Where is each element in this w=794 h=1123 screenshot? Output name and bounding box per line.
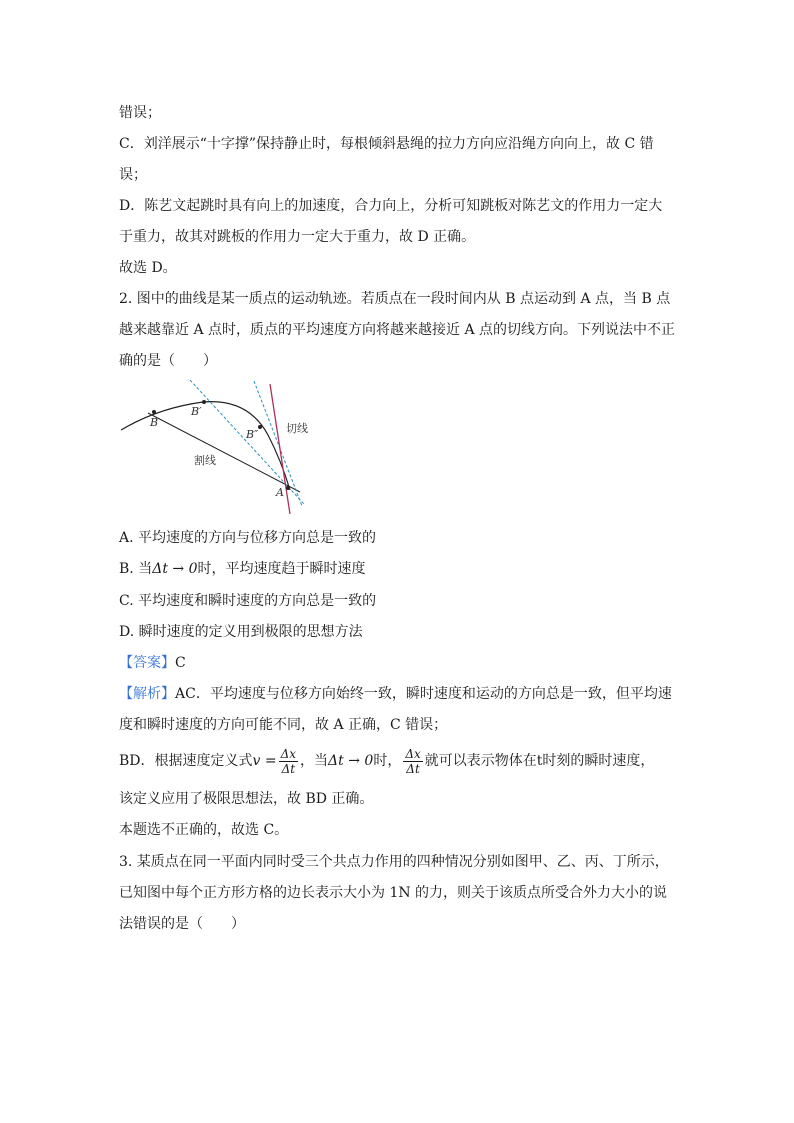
point-a xyxy=(286,486,290,490)
point-b xyxy=(152,410,156,414)
analysis-post: 就可以表示物体在t时刻的瞬时速度， xyxy=(424,753,655,769)
label-b-prime: B′ xyxy=(191,405,202,418)
analysis-mid2: 时， xyxy=(373,753,402,769)
question-2-stem: 确的是（ ） xyxy=(119,353,217,369)
text-line: 故选 D。 xyxy=(119,260,177,276)
fraction-numerator: Δx xyxy=(280,746,297,761)
question-2-stem: 越来越靠近 A 点时，质点的平均速度方向将越来越接近 A 点的切线方向。下列说法中不正 xyxy=(119,322,676,338)
text-line: C．刘洋展示“十字撑”保持静止时，每根倾斜悬绳的拉力方向应沿绳方向向上，故 C 错 xyxy=(119,136,654,152)
question-3-stem: 已知图中每个正方形方格的边长表示大小为 1N 的力，则关于该质点所受合外力大小的说 xyxy=(119,885,668,901)
analysis-text: AC．平均速度与位移方向始终一致，瞬时速度和运动的方向总是一致，但平均速 xyxy=(175,686,672,702)
ratio-fraction xyxy=(403,747,422,776)
analysis-line-1 xyxy=(119,684,672,704)
dashed-line-b1 xyxy=(190,380,304,504)
option-b-prefix: B. 当 xyxy=(119,561,153,577)
trajectory-curve xyxy=(121,402,290,490)
analysis-mid: ，当 xyxy=(300,753,329,769)
velocity-fraction xyxy=(279,747,298,776)
label-b-double-prime: B″ xyxy=(246,428,259,441)
fraction-numerator: Δx xyxy=(405,746,421,761)
secant-line xyxy=(148,413,300,492)
option-b xyxy=(119,559,365,579)
label-a: A xyxy=(276,486,284,499)
velocity-symbol: v = xyxy=(252,753,277,769)
trajectory-diagram xyxy=(118,380,318,515)
analysis-line-3 xyxy=(119,743,654,779)
question-2-stem: 2. 图中的曲线是某一质点的运动轨迹。若质点在一段时间内从 B 点运动到 A 点，当 B 点 xyxy=(119,291,671,307)
analysis-line-2: 度和瞬时速度的方向可能不同，故 A 正确，C 错误； xyxy=(119,717,448,733)
fraction-denominator: Δt xyxy=(406,761,420,776)
answer-line xyxy=(119,653,186,673)
option-b-suffix: 时，平均速度趋于瞬时速度 xyxy=(197,561,366,577)
analysis-line-4: 该定义应用了极限思想法，故 BD 正确。 xyxy=(119,791,374,807)
question-3-stem: 法错误的是（ ） xyxy=(119,916,245,932)
answer-value: C xyxy=(175,655,186,671)
point-b-prime xyxy=(202,400,206,404)
label-tangent: 切线 xyxy=(286,422,308,435)
point-b-double-prime xyxy=(258,425,262,429)
label-secant: 割线 xyxy=(194,454,216,467)
option-c: C. 平均速度和瞬时速度的方向总是一致的 xyxy=(119,593,377,609)
text-line: D．陈艺文起跳时具有向上的加速度，合力向上，分析可知跳板对陈艺文的作用力一定大 xyxy=(119,198,663,214)
answer-tag: 【答案】 xyxy=(119,655,175,671)
option-d: D. 瞬时速度的定义用到极限的思想方法 xyxy=(119,624,363,640)
fraction-denominator: Δt xyxy=(281,761,296,776)
option-b-math: Δt → 0 xyxy=(152,561,198,577)
option-a: A. 平均速度的方向与位移方向总是一致的 xyxy=(119,530,377,546)
question-3-stem: 3. 某质点在同一平面内同时受三个共点力作用的四种情况分别如图甲、乙、丙、丁所示， xyxy=(119,854,669,870)
analysis-line-5: 本题选不正确的，故选 C。 xyxy=(119,822,289,838)
analysis-bd-prefix: BD．根据速度定义式 xyxy=(119,753,253,769)
analysis-tag: 【解析】 xyxy=(119,686,175,702)
text-line: 误； xyxy=(119,167,147,183)
label-b: B xyxy=(150,416,159,429)
text-line: 错误； xyxy=(119,105,161,121)
text-line: 于重力，故其对跳板的作用力一定大于重力，故 D 正确。 xyxy=(119,229,476,245)
dt-limit: Δt → 0 xyxy=(328,753,374,769)
